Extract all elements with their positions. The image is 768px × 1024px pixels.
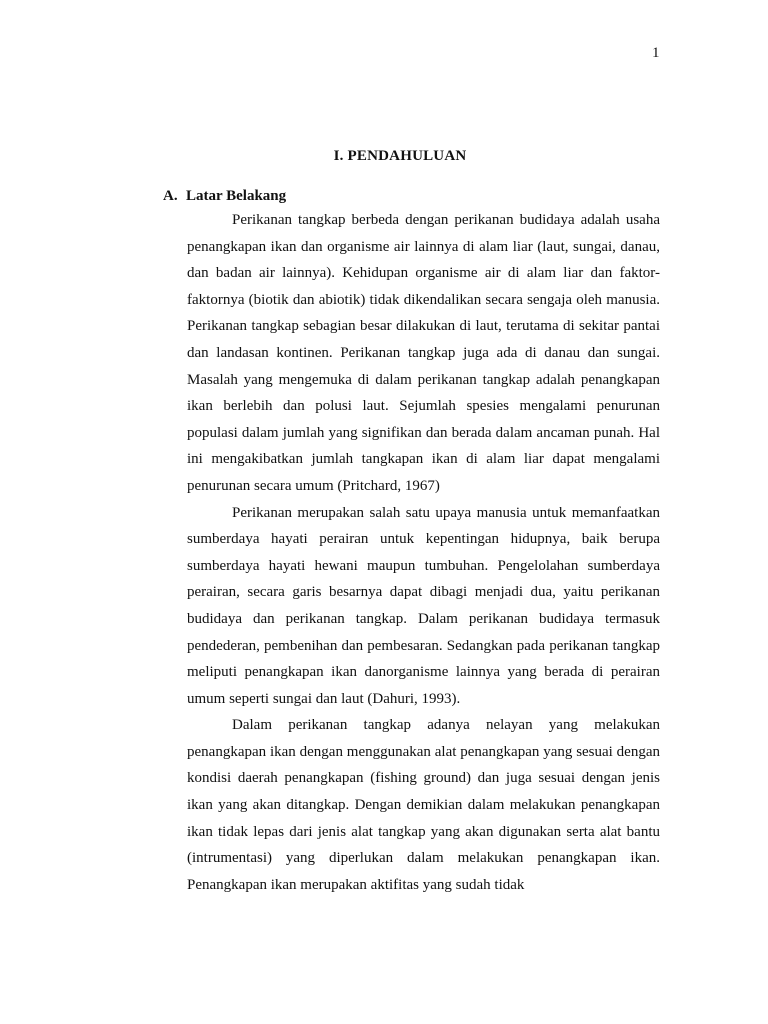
section-letter: A. — [163, 188, 178, 204]
paragraph-1: Perikanan tangkap berbeda dengan perikanan budidaya adalah usaha penangkapan ikan dan organisme air lainnya di alam liar (laut, sungai, danau, dan badan air lainnya). Kehidupan organisme air di alam liar dan faktor-faktornya (biotik dan abiotik) tidak dikendalikan secara sengaja oleh manusia. Perikanan tangkap sebagian besar dilakukan di laut, terutama di sekitar pantai dan landasan kontinen. Perikanan tangkap juga ada di danau dan sungai. Masalah yang mengemuka di dalam perikanan tangkap adalah penangkapan ikan berlebih dan polusi laut. Sejumlah spesies mengalami penurunan populasi dalam jumlah yang signifikan dan berada dalam ancaman punah. Hal ini mengakibatkan jumlah tangkapan ikan di alam liar dapat mengalami penurunan secara umum (Pritchard, 1967) — [187, 212, 660, 494]
section-title: Latar Belakang — [186, 188, 287, 204]
chapter-title: I. PENDAHULUAN — [333, 148, 467, 164]
page-number: 1 — [652, 45, 660, 61]
paragraph-3: Dalam perikanan tangkap adanya nelayan yang melakukan penangkapan ikan dengan menggunakan alat penangkapan yang sesuai dengan kondisi daerah penangkapan (fishing ground) dan juga sesuai dengan jenis ikan yang akan ditangkap. Dengan demikian dalam melakukan penangkapan ikan tidak lepas dari jenis alat tangkap yang akan digunakan serta alat bantu (intrumentasi) yang diperlukan dalam melakukan penangkapan ikan. Penangkapan ikan merupakan aktifitas yang sudah tidak — [187, 717, 660, 893]
section-heading — [163, 186, 286, 206]
body-text — [187, 207, 660, 898]
paragraph-2: Perikanan merupakan salah satu upaya manusia untuk memanfaatkan sumberdaya hayati perairan untuk kepentingan hidupnya, baik berupa sumberdaya hayati hewani maupun tumbuhan. Pengelolahan sumberdaya perairan, secara garis besarnya dapat dibagi menjadi dua, yaitu perikanan budidaya dan perikanan tangkap. Dalam perikanan budidaya termasuk pendederan, pembenihan dan pembesaran. Sedangkan pada perikanan tangkap meliputi penangkapan ikan danorganisme lainnya yang berada di perairan umum seperti sungai dan laut (Dahuri, 1993). — [187, 504, 660, 707]
